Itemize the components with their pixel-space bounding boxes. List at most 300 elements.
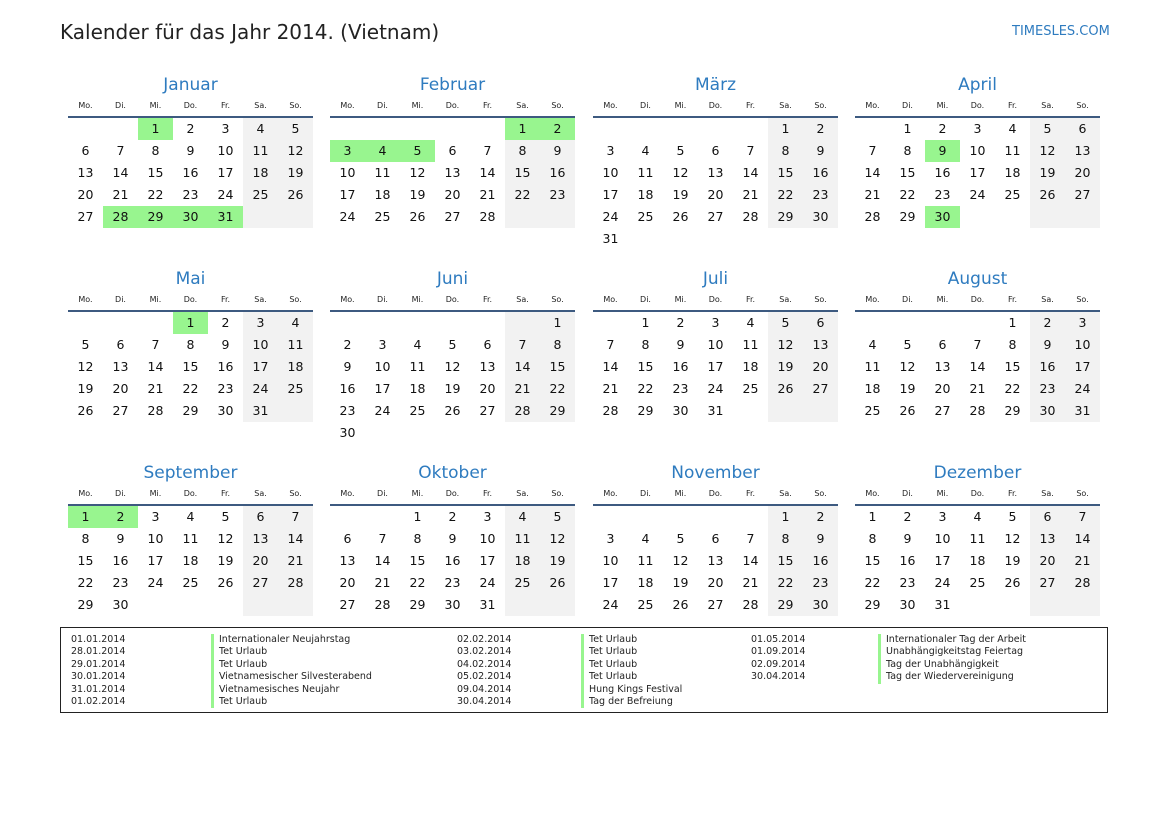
day-cell[interactable]: 10 (969, 143, 986, 158)
day-cell[interactable]: 22 (637, 381, 654, 396)
day-cell[interactable]: 18 (374, 187, 391, 202)
day-cell[interactable]: 20 (112, 381, 129, 396)
day-cell[interactable]: 3 (973, 121, 982, 136)
day-cell[interactable]: 5 (278, 118, 313, 140)
day-cell[interactable]: 12 (672, 165, 689, 180)
day-cell[interactable]: 3 (711, 315, 720, 330)
day-cell[interactable]: 27 (444, 209, 461, 224)
day-cell[interactable]: 13 (1030, 528, 1065, 550)
day-cell[interactable]: 27 (479, 403, 496, 418)
day-cell[interactable]: 9 (186, 143, 195, 158)
day-cell[interactable]: 25 (742, 381, 759, 396)
day-cell[interactable]: 5 (221, 509, 230, 524)
day-cell[interactable]: 21 (969, 381, 986, 396)
day-cell[interactable]: 6 (343, 531, 352, 546)
day-cell[interactable]: 25 (243, 184, 278, 206)
day-cell[interactable]: 14 (112, 165, 129, 180)
day-cell[interactable]: 16 (339, 381, 356, 396)
day-cell[interactable]: 6 (803, 312, 838, 334)
day-cell[interactable]: 1 (868, 509, 877, 524)
day-cell[interactable]: 17 (602, 187, 619, 202)
day-cell[interactable]: 23 (1030, 378, 1065, 400)
day-cell[interactable]: 15 (77, 553, 94, 568)
day-cell[interactable]: 14 (864, 165, 881, 180)
day-cell[interactable]: 10 (374, 359, 391, 374)
day-cell[interactable]: 23 (217, 381, 234, 396)
day-cell[interactable]: 20 (243, 550, 278, 572)
day-cell[interactable]: 5 (903, 337, 912, 352)
day-cell[interactable]: 31 (243, 400, 278, 422)
day-cell[interactable]: 27 (1030, 572, 1065, 594)
day-cell[interactable]: 20 (707, 187, 724, 202)
day-cell[interactable]: 12 (409, 165, 426, 180)
day-cell[interactable]: 23 (899, 575, 916, 590)
day-cell[interactable]: 5 (676, 531, 685, 546)
day-cell[interactable]: 18 (409, 381, 426, 396)
day-cell[interactable]: 30 (173, 206, 208, 228)
day-cell[interactable]: 22 (182, 381, 199, 396)
day-cell[interactable]: 1 (68, 506, 103, 528)
day-cell[interactable]: 10 (707, 337, 724, 352)
day-cell[interactable]: 12 (1030, 140, 1065, 162)
day-cell[interactable]: 17 (479, 553, 496, 568)
day-cell[interactable]: 16 (444, 553, 461, 568)
day-cell[interactable]: 4 (868, 337, 877, 352)
day-cell[interactable]: 8 (1008, 337, 1017, 352)
day-cell[interactable]: 8 (903, 143, 912, 158)
day-cell[interactable]: 4 (243, 118, 278, 140)
day-cell[interactable]: 16 (1030, 356, 1065, 378)
day-cell[interactable]: 26 (409, 209, 426, 224)
day-cell[interactable]: 18 (637, 575, 654, 590)
day-cell[interactable]: 13 (243, 528, 278, 550)
day-cell[interactable]: 12 (899, 359, 916, 374)
day-cell[interactable]: 4 (641, 143, 650, 158)
day-cell[interactable]: 25 (182, 575, 199, 590)
day-cell[interactable]: 30 (217, 403, 234, 418)
day-cell[interactable]: 17 (147, 553, 164, 568)
day-cell[interactable]: 13 (444, 165, 461, 180)
day-cell[interactable]: 14 (969, 359, 986, 374)
day-cell[interactable]: 22 (899, 187, 916, 202)
day-cell[interactable]: 29 (899, 209, 916, 224)
day-cell[interactable]: 14 (479, 165, 496, 180)
day-cell[interactable]: 21 (1065, 550, 1100, 572)
day-cell[interactable]: 2 (903, 509, 912, 524)
day-cell[interactable]: 12 (540, 528, 575, 550)
day-cell[interactable]: 11 (243, 140, 278, 162)
day-cell[interactable]: 28 (969, 403, 986, 418)
day-cell[interactable]: 23 (672, 381, 689, 396)
day-cell[interactable]: 1 (540, 312, 575, 334)
day-cell[interactable]: 30 (803, 594, 838, 616)
day-cell[interactable]: 21 (147, 381, 164, 396)
day-cell[interactable]: 10 (602, 165, 619, 180)
day-cell[interactable]: 29 (637, 403, 654, 418)
day-cell[interactable]: 25 (969, 575, 986, 590)
day-cell[interactable]: 29 (1004, 403, 1021, 418)
day-cell[interactable]: 28 (602, 403, 619, 418)
day-cell[interactable]: 28 (374, 597, 391, 612)
day-cell[interactable]: 26 (278, 184, 313, 206)
day-cell[interactable]: 18 (742, 359, 759, 374)
day-cell[interactable]: 22 (768, 184, 803, 206)
day-cell[interactable]: 24 (374, 403, 391, 418)
day-cell[interactable]: 1 (173, 312, 208, 334)
day-cell[interactable]: 19 (540, 550, 575, 572)
day-cell[interactable]: 19 (77, 381, 94, 396)
day-cell[interactable]: 23 (182, 187, 199, 202)
day-cell[interactable]: 27 (707, 209, 724, 224)
day-cell[interactable]: 7 (278, 506, 313, 528)
day-cell[interactable]: 5 (81, 337, 90, 352)
day-cell[interactable]: 9 (116, 531, 125, 546)
day-cell[interactable]: 25 (278, 378, 313, 400)
day-cell[interactable]: 2 (448, 509, 457, 524)
day-cell[interactable]: 5 (400, 140, 435, 162)
day-cell[interactable]: 7 (973, 337, 982, 352)
day-cell[interactable]: 13 (479, 359, 496, 374)
day-cell[interactable]: 26 (540, 572, 575, 594)
day-cell[interactable]: 3 (1065, 312, 1100, 334)
day-cell[interactable]: 30 (925, 206, 960, 228)
day-cell[interactable]: 18 (278, 356, 313, 378)
day-cell[interactable]: 21 (278, 550, 313, 572)
day-cell[interactable]: 13 (339, 553, 356, 568)
day-cell[interactable]: 7 (505, 334, 540, 356)
day-cell[interactable]: 12 (278, 140, 313, 162)
day-cell[interactable]: 16 (182, 165, 199, 180)
day-cell[interactable]: 22 (409, 575, 426, 590)
day-cell[interactable]: 12 (217, 531, 234, 546)
brand-link[interactable]: TIMESLES.COM (1012, 24, 1110, 39)
day-cell[interactable]: 3 (606, 143, 615, 158)
day-cell[interactable]: 7 (378, 531, 387, 546)
day-cell[interactable]: 19 (768, 356, 803, 378)
day-cell[interactable]: 26 (77, 403, 94, 418)
day-cell[interactable]: 23 (934, 187, 951, 202)
day-cell[interactable]: 8 (768, 528, 803, 550)
day-cell[interactable]: 26 (1030, 184, 1065, 206)
day-cell[interactable]: 16 (217, 359, 234, 374)
day-cell[interactable]: 15 (182, 359, 199, 374)
day-cell[interactable]: 1 (505, 118, 540, 140)
day-cell[interactable]: 6 (938, 337, 947, 352)
day-cell[interactable]: 27 (934, 403, 951, 418)
day-cell[interactable]: 5 (540, 506, 575, 528)
day-cell[interactable]: 15 (768, 162, 803, 184)
day-cell[interactable]: 15 (637, 359, 654, 374)
day-cell[interactable]: 10 (934, 531, 951, 546)
day-cell[interactable]: 25 (374, 209, 391, 224)
day-cell[interactable]: 11 (278, 334, 313, 356)
day-cell[interactable]: 2 (103, 506, 138, 528)
day-cell[interactable]: 2 (938, 121, 947, 136)
day-cell[interactable]: 24 (243, 378, 278, 400)
day-cell[interactable]: 11 (374, 165, 391, 180)
day-cell[interactable]: 28 (147, 403, 164, 418)
day-cell[interactable]: 11 (505, 528, 540, 550)
day-cell[interactable]: 24 (602, 597, 619, 612)
day-cell[interactable]: 8 (868, 531, 877, 546)
day-cell[interactable]: 6 (1065, 118, 1100, 140)
day-cell[interactable]: 24 (707, 381, 724, 396)
day-cell[interactable]: 15 (540, 356, 575, 378)
day-cell[interactable]: 28 (742, 597, 759, 612)
day-cell[interactable]: 23 (339, 403, 356, 418)
day-cell[interactable]: 25 (637, 597, 654, 612)
day-cell[interactable]: 9 (903, 531, 912, 546)
day-cell[interactable]: 6 (81, 143, 90, 158)
day-cell[interactable]: 14 (505, 356, 540, 378)
day-cell[interactable]: 8 (768, 140, 803, 162)
day-cell[interactable]: 9 (540, 140, 575, 162)
day-cell[interactable]: 27 (707, 597, 724, 612)
day-cell[interactable]: 13 (112, 359, 129, 374)
day-cell[interactable]: 29 (768, 594, 803, 616)
day-cell[interactable]: 28 (505, 400, 540, 422)
day-cell[interactable]: 7 (868, 143, 877, 158)
day-cell[interactable]: 10 (147, 531, 164, 546)
day-cell[interactable]: 20 (707, 575, 724, 590)
day-cell[interactable]: 13 (707, 553, 724, 568)
day-cell[interactable]: 17 (602, 575, 619, 590)
day-cell[interactable]: 11 (1004, 143, 1021, 158)
day-cell[interactable]: 18 (1004, 165, 1021, 180)
day-cell[interactable]: 22 (864, 575, 881, 590)
day-cell[interactable]: 22 (540, 378, 575, 400)
day-cell[interactable]: 4 (365, 140, 400, 162)
day-cell[interactable]: 10 (217, 143, 234, 158)
day-cell[interactable]: 21 (602, 381, 619, 396)
day-cell[interactable]: 5 (768, 312, 803, 334)
day-cell[interactable]: 14 (742, 165, 759, 180)
day-cell[interactable]: 30 (112, 597, 129, 612)
day-cell[interactable]: 1 (1008, 315, 1017, 330)
day-cell[interactable]: 22 (77, 575, 94, 590)
day-cell[interactable]: 4 (746, 315, 755, 330)
day-cell[interactable]: 11 (637, 553, 654, 568)
day-cell[interactable]: 22 (505, 184, 540, 206)
day-cell[interactable]: 1 (413, 509, 422, 524)
day-cell[interactable]: 25 (1004, 187, 1021, 202)
day-cell[interactable]: 21 (479, 187, 496, 202)
day-cell[interactable]: 30 (672, 403, 689, 418)
day-cell[interactable]: 18 (864, 381, 881, 396)
day-cell[interactable]: 10 (243, 334, 278, 356)
day-cell[interactable]: 14 (742, 553, 759, 568)
day-cell[interactable]: 4 (413, 337, 422, 352)
day-cell[interactable]: 1 (641, 315, 650, 330)
day-cell[interactable]: 14 (278, 528, 313, 550)
day-cell[interactable]: 24 (1065, 378, 1100, 400)
day-cell[interactable]: 29 (409, 597, 426, 612)
day-cell[interactable]: 26 (444, 403, 461, 418)
day-cell[interactable]: 31 (602, 231, 619, 246)
day-cell[interactable]: 17 (217, 165, 234, 180)
day-cell[interactable]: 11 (182, 531, 199, 546)
day-cell[interactable]: 4 (1008, 121, 1017, 136)
day-cell[interactable]: 3 (378, 337, 387, 352)
day-cell[interactable]: 28 (864, 209, 881, 224)
day-cell[interactable]: 4 (186, 509, 195, 524)
day-cell[interactable]: 20 (803, 356, 838, 378)
day-cell[interactable]: 21 (742, 187, 759, 202)
day-cell[interactable]: 2 (343, 337, 352, 352)
day-cell[interactable]: 13 (1065, 140, 1100, 162)
day-cell[interactable]: 29 (182, 403, 199, 418)
day-cell[interactable]: 6 (448, 143, 457, 158)
day-cell[interactable]: 31 (707, 403, 724, 418)
day-cell[interactable]: 4 (973, 509, 982, 524)
day-cell[interactable]: 19 (409, 187, 426, 202)
day-cell[interactable]: 22 (1004, 381, 1021, 396)
day-cell[interactable]: 24 (339, 209, 356, 224)
day-cell[interactable]: 29 (77, 597, 94, 612)
day-cell[interactable]: 19 (444, 381, 461, 396)
day-cell[interactable]: 3 (151, 509, 160, 524)
day-cell[interactable]: 17 (934, 553, 951, 568)
day-cell[interactable]: 26 (1004, 575, 1021, 590)
day-cell[interactable]: 31 (208, 206, 243, 228)
day-cell[interactable]: 23 (112, 575, 129, 590)
day-cell[interactable]: 15 (1004, 359, 1021, 374)
day-cell[interactable]: 27 (77, 209, 94, 224)
day-cell[interactable]: 21 (864, 187, 881, 202)
day-cell[interactable]: 16 (112, 553, 129, 568)
day-cell[interactable]: 9 (803, 140, 838, 162)
day-cell[interactable]: 12 (1004, 531, 1021, 546)
day-cell[interactable]: 9 (448, 531, 457, 546)
day-cell[interactable]: 15 (899, 165, 916, 180)
day-cell[interactable]: 28 (1065, 572, 1100, 594)
day-cell[interactable]: 29 (864, 597, 881, 612)
day-cell[interactable]: 27 (112, 403, 129, 418)
day-cell[interactable]: 30 (444, 597, 461, 612)
day-cell[interactable]: 20 (77, 187, 94, 202)
day-cell[interactable]: 23 (444, 575, 461, 590)
day-cell[interactable]: 18 (243, 162, 278, 184)
day-cell[interactable]: 6 (711, 143, 720, 158)
day-cell[interactable]: 13 (707, 165, 724, 180)
day-cell[interactable]: 26 (672, 597, 689, 612)
day-cell[interactable]: 16 (899, 553, 916, 568)
day-cell[interactable]: 7 (606, 337, 615, 352)
day-cell[interactable]: 10 (479, 531, 496, 546)
day-cell[interactable]: 18 (505, 550, 540, 572)
day-cell[interactable]: 21 (505, 378, 540, 400)
day-cell[interactable]: 19 (1004, 553, 1021, 568)
day-cell[interactable]: 7 (1065, 506, 1100, 528)
day-cell[interactable]: 6 (483, 337, 492, 352)
day-cell[interactable]: 30 (899, 597, 916, 612)
day-cell[interactable]: 1 (903, 121, 912, 136)
day-cell[interactable]: 6 (243, 506, 278, 528)
day-cell[interactable]: 3 (221, 121, 230, 136)
day-cell[interactable]: 8 (540, 334, 575, 356)
day-cell[interactable]: 16 (672, 359, 689, 374)
day-cell[interactable]: 15 (768, 550, 803, 572)
day-cell[interactable]: 9 (803, 528, 838, 550)
day-cell[interactable]: 8 (81, 531, 90, 546)
day-cell[interactable]: 26 (217, 575, 234, 590)
day-cell[interactable]: 3 (330, 140, 365, 162)
day-cell[interactable]: 18 (969, 553, 986, 568)
day-cell[interactable]: 19 (278, 162, 313, 184)
day-cell[interactable]: 14 (602, 359, 619, 374)
day-cell[interactable]: 2 (803, 506, 838, 528)
day-cell[interactable]: 30 (339, 425, 356, 440)
day-cell[interactable]: 20 (444, 187, 461, 202)
day-cell[interactable]: 24 (217, 187, 234, 202)
day-cell[interactable]: 20 (339, 575, 356, 590)
day-cell[interactable]: 5 (676, 143, 685, 158)
day-cell[interactable]: 24 (969, 187, 986, 202)
day-cell[interactable]: 1 (768, 506, 803, 528)
day-cell[interactable]: 2 (676, 315, 685, 330)
day-cell[interactable]: 20 (934, 381, 951, 396)
day-cell[interactable]: 17 (707, 359, 724, 374)
day-cell[interactable]: 19 (899, 381, 916, 396)
day-cell[interactable]: 14 (374, 553, 391, 568)
day-cell[interactable]: 9 (343, 359, 352, 374)
day-cell[interactable]: 23 (803, 572, 838, 594)
day-cell[interactable]: 27 (339, 597, 356, 612)
day-cell[interactable]: 6 (1030, 506, 1065, 528)
day-cell[interactable]: 7 (483, 143, 492, 158)
day-cell[interactable]: 21 (374, 575, 391, 590)
day-cell[interactable]: 4 (505, 506, 540, 528)
day-cell[interactable]: 8 (413, 531, 422, 546)
day-cell[interactable]: 19 (1030, 162, 1065, 184)
day-cell[interactable]: 13 (803, 334, 838, 356)
day-cell[interactable]: 25 (505, 572, 540, 594)
day-cell[interactable]: 11 (742, 337, 759, 352)
day-cell[interactable]: 14 (147, 359, 164, 374)
day-cell[interactable]: 15 (864, 553, 881, 568)
day-cell[interactable]: 2 (186, 121, 195, 136)
day-cell[interactable]: 22 (768, 572, 803, 594)
day-cell[interactable]: 8 (641, 337, 650, 352)
day-cell[interactable]: 28 (742, 209, 759, 224)
day-cell[interactable]: 26 (672, 209, 689, 224)
day-cell[interactable]: 15 (147, 165, 164, 180)
day-cell[interactable]: 21 (742, 575, 759, 590)
day-cell[interactable]: 5 (1008, 509, 1017, 524)
day-cell[interactable]: 17 (339, 187, 356, 202)
day-cell[interactable]: 30 (803, 206, 838, 228)
day-cell[interactable]: 2 (1030, 312, 1065, 334)
day-cell[interactable]: 1 (138, 118, 173, 140)
day-cell[interactable]: 23 (540, 184, 575, 206)
day-cell[interactable]: 6 (116, 337, 125, 352)
day-cell[interactable]: 6 (711, 531, 720, 546)
day-cell[interactable]: 9 (221, 337, 230, 352)
day-cell[interactable]: 8 (505, 140, 540, 162)
day-cell[interactable]: 29 (540, 400, 575, 422)
day-cell[interactable]: 7 (116, 143, 125, 158)
day-cell[interactable]: 26 (899, 403, 916, 418)
day-cell[interactable]: 26 (768, 378, 803, 400)
day-cell[interactable]: 1 (768, 118, 803, 140)
day-cell[interactable]: 20 (1065, 162, 1100, 184)
day-cell[interactable]: 17 (969, 165, 986, 180)
day-cell[interactable]: 29 (138, 206, 173, 228)
day-cell[interactable]: 3 (483, 509, 492, 524)
day-cell[interactable]: 8 (186, 337, 195, 352)
day-cell[interactable]: 9 (1030, 334, 1065, 356)
day-cell[interactable]: 5 (448, 337, 457, 352)
